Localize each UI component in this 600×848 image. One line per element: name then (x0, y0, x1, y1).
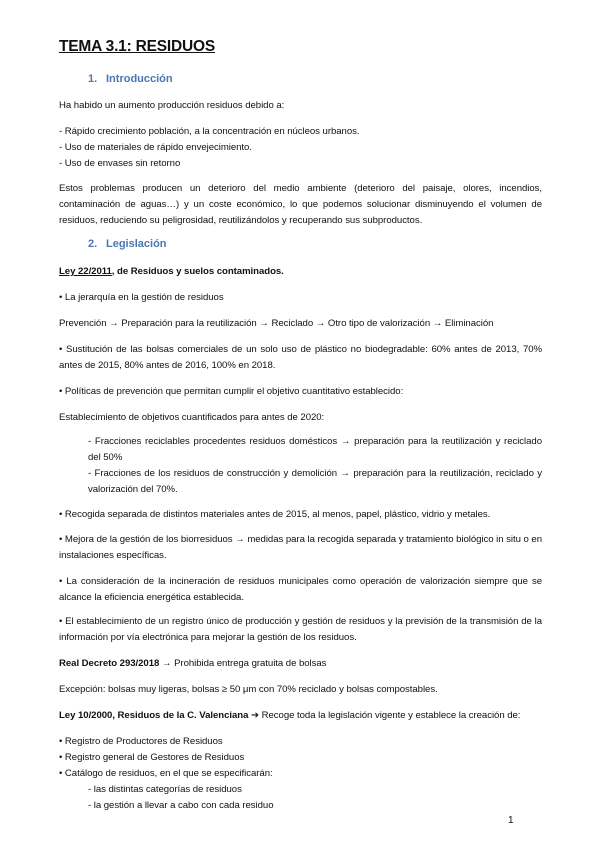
page-number: 1 (508, 815, 514, 826)
bags-bullet: • Sustitución de las bolsas comerciales de un solo uso de plástico no biodegradable: 60% antes de 2013, 70% antes de 2015, 80% antes de 2016, 100% en 2018. (59, 344, 542, 371)
registry-item: • Catálogo de residuos, en el que se especificarán: (59, 768, 273, 779)
exception-line: Excepción: bolsas muy ligeras, bolsas ≥ 50 μm con 70% reciclado y bolsas compostables. (59, 684, 438, 695)
registry-bullet: • El establecimiento de un registro único de producción y gestión de residuos y la previsión de la transmisión de la información por vía electrónica para mejorar la gestión de los residuos. (59, 616, 542, 643)
hierarchy-bullet: • La jerarquía en la gestión de residuos (59, 292, 224, 303)
section-number: 2. (88, 238, 98, 250)
policies-bullet: • Políticas de prevención que permitan cumplir el objetivo cuantitativo establecido: (59, 386, 404, 397)
decree-name: Real Decreto 293/2018 (59, 658, 160, 669)
collection-bullet: • Recogida separada de distintos materiales antes de 2015, al menos, papel, plástico, vidrio y metales. (59, 509, 491, 520)
objective-item: - Fracciones reciclables procedentes residuos domésticos → preparación para la reutilización y reciclado del 50% (88, 436, 542, 463)
law-10-2000-line (59, 708, 542, 724)
catalog-item: - la gestión a llevar a cabo con cada residuo (88, 800, 274, 811)
incineration-bullet: • La consideración de la incineración de residuos municipales como operación de valorización siempre que se alcance la eficiencia energética establecida. (59, 576, 542, 603)
arrow-icon: ➔ (248, 710, 262, 721)
intro-lead: Ha habido un aumento producción residuos debido a: (59, 100, 285, 111)
section-number: 1. (88, 73, 98, 85)
intro-bullet: - Rápido crecimiento población, a la concentración en núcleos urbanos. (59, 126, 360, 137)
section-title: Introducción (106, 73, 173, 85)
intro-bullet: - Uso de materiales de rápido envejecimiento. (59, 142, 252, 153)
law-title: , Residuos de la C. Valenciana (112, 710, 249, 721)
section-heading-introduccion (88, 71, 173, 87)
section-title: Legislación (106, 238, 167, 250)
section-heading-legislacion (88, 236, 167, 252)
biowaste-bullet: • Mejora de la gestión de los biorresiduos → medidas para la recogida separada y tratamiento biológico in situ o en instalaciones específicas. (59, 534, 542, 561)
objectives-lead: Establecimiento de objetivos cuantificados para antes de 2020: (59, 412, 325, 423)
registry-item: • Registro general de Gestores de Residuos (59, 752, 245, 763)
document-title: TEMA 3.1: RESIDUOS (59, 38, 216, 55)
objective-item: - Fracciones de los residuos de construcción y demolición → preparación para la reutilización, reciclado y valorización del 70%. (88, 468, 542, 495)
law-22-2011-heading (59, 264, 542, 280)
law-name: Ley 22/2011 (59, 266, 112, 277)
registry-item: • Registro de Productores de Residuos (59, 736, 223, 747)
law-name: Ley 10/2000 (59, 710, 113, 721)
law-title: , de Residuos y suelos contaminados. (111, 266, 284, 277)
hierarchy-chain: Prevención → Preparación para la reutilización → Reciclado → Otro tipo de valorización → Eliminación (59, 318, 494, 329)
law-text: Recoge toda la legislación vigente y establece la creación de: (261, 710, 521, 721)
catalog-item: - las distintas categorías de residuos (88, 784, 242, 795)
decree-line (59, 656, 542, 672)
intro-bullet: - Uso de envases sin retorno (59, 158, 181, 169)
decree-text: → Prohibida entrega gratuita de bolsas (159, 658, 327, 669)
intro-paragraph: Estos problemas producen un deterioro del medio ambiente (deterioro del paisaje, olores, incendios, contaminación de aguas…) y un coste económico, lo que podemos solucionar disminuyendo el volumen de residuos, reduciendo su peligrosidad, reutilizándolos y recuperando sus subproductos. (59, 183, 542, 226)
